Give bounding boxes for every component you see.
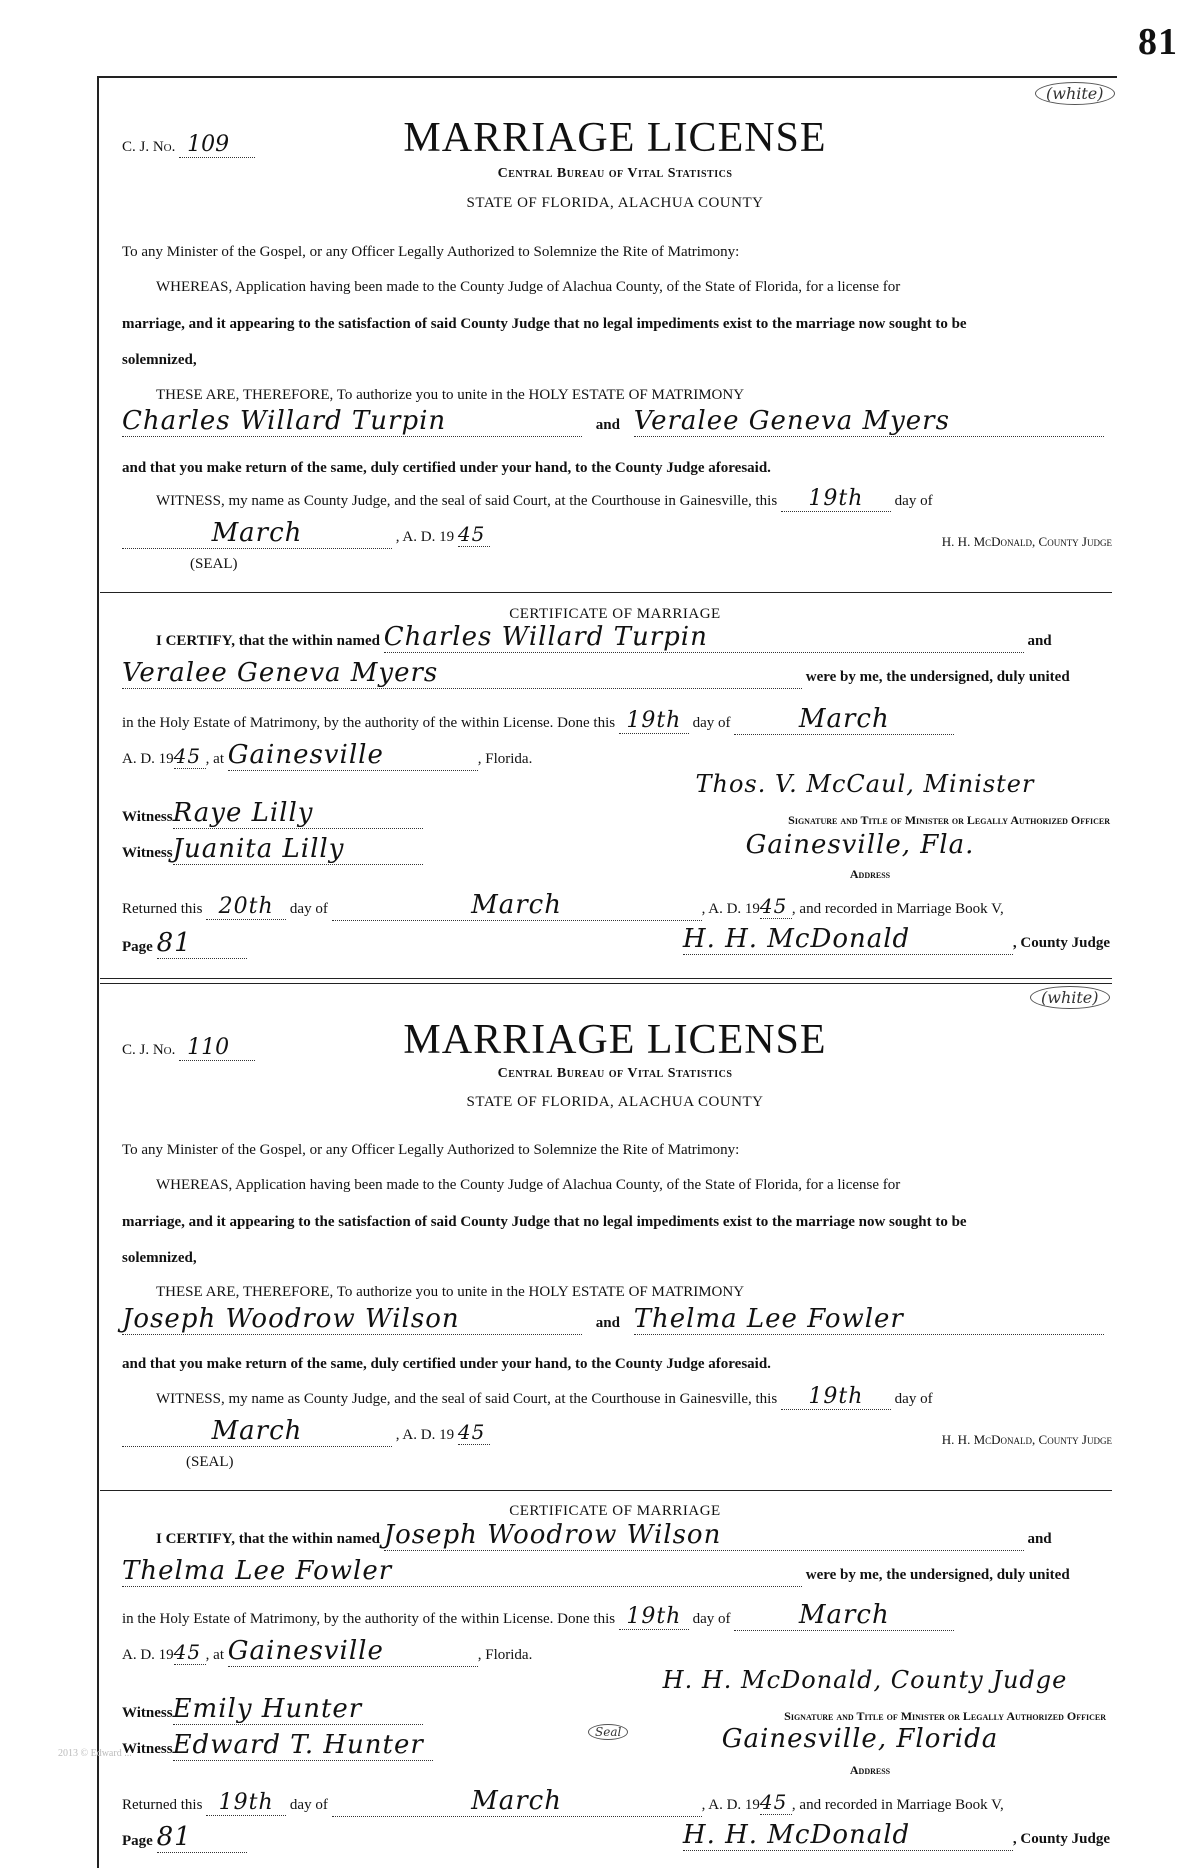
witness-1-name: Emily Hunter [173,1694,423,1725]
page-label: Page [122,1833,153,1849]
certificate-title: CERTIFICATE OF MARRIAGE [509,1503,721,1519]
returned-label: Returned this [122,901,203,917]
returned-year: 45 [760,894,792,919]
done-place-row [122,1636,1112,1667]
bureau-name: Central Bureau of Vital Statistics [497,1066,733,1081]
bureau-name: Central Bureau of Vital Statistics [497,166,733,181]
return-instruction: and that you make return of the same, duly certified under your hand, to the County Judge aforesaid. [122,460,771,476]
cert-groom-name: Charles Willard Turpin [384,622,1024,653]
returned-ad-label: , A. D. 19 [701,901,760,917]
officer-caption: Signature and Title of Minister or Legally Authorized Officer [784,1709,1106,1723]
day-of-label: day of [894,1391,933,1407]
address-value: Gainesville, Fla. [745,830,975,860]
judge-signature: H. H. McDonald [683,924,1013,955]
officer-caption: Signature and Title of Minister or Legally Authorized Officer [788,813,1110,827]
returned-day: 20th [206,894,286,920]
page-number: 81 [1138,21,1178,63]
whereas-line-2: marriage, and it appearing to the satisfaction of said County Judge that no legal impediments exist to the marriage now sought to be [122,316,967,332]
address-row [640,1724,1080,1754]
cert-bride-name: Veralee Geneva Myers [122,658,802,689]
section-divider [100,1490,1112,1491]
done-day: 19th [619,1604,689,1630]
florida-label: , Florida. [477,1647,533,1663]
done-year: 45 [174,744,206,769]
record-divider-top [100,978,1112,979]
returned-label: Returned this [122,1797,203,1813]
judge-title: , County Judge [1012,1831,1110,1847]
witness-1-label: Witness [122,1705,173,1721]
state-county: STATE OF FLORIDA, ALACHUA COUNTY [466,1094,764,1110]
couple-row [122,406,1112,437]
license-day: 19th [781,486,891,512]
certify-text: I CERTIFY, that the within named [156,633,380,649]
license-title: MARRIAGE LICENSE [403,115,827,161]
done-year: 45 [174,1640,206,1665]
certify-row [122,622,1146,653]
seal-stamp: Seal [588,1724,628,1740]
address-caption: Address [849,867,891,881]
certify-text: I CERTIFY, that the within named [156,1531,380,1547]
done-place-row [122,740,1112,771]
certificate-title: CERTIFICATE OF MARRIAGE [509,606,721,622]
florida-label: , Florida. [477,751,533,767]
and-label: and [595,417,620,433]
race-notation: (white) [1035,82,1115,105]
certify-row [122,1520,1146,1551]
witness-clause [122,486,1146,512]
done-day-of-label: day of [692,1611,731,1627]
judge-signature-row [620,924,1110,955]
holy-estate-text: in the Holy Estate of Matrimony, by the authority of the within License. Done this [122,715,616,731]
holy-estate-text: in the Holy Estate of Matrimony, by the authority of the within License. Done this [122,1611,616,1627]
return-instruction: and that you make return of the same, duly certified under your hand, to the County Judge aforesaid. [122,1356,771,1372]
witness-2-label: Witness [122,845,173,861]
address-row [640,830,1080,860]
judge-title: , County Judge [1012,935,1110,951]
cj-number: 109 [179,132,255,158]
bride-name: Thelma Lee Fowler [634,1304,1104,1335]
marriage-place: Gainesville [228,1636,478,1667]
authorization-line: THESE ARE, THEREFORE, To authorize you to unite in the HOLY ESTATE OF MATRIMONY [156,387,745,403]
returned-month: March [332,890,702,921]
cj-label: C. J. No. [122,1042,176,1058]
witness-clause-text: WITNESS, my name as County Judge, and the seal of said Court, at the Courthouse in Gainesville, this [156,493,778,509]
license-day: 19th [781,1384,891,1410]
witness-clause-text: WITNESS, my name as County Judge, and the seal of said Court, at the Courthouse in Gainesville, this [156,1391,778,1407]
ad-short-label: A. D. 19 [122,751,174,767]
seal-label: (SEAL) [186,1454,234,1470]
holy-estate-row [122,1600,1112,1631]
returned-ad-label: , A. D. 19 [701,1797,760,1813]
returned-month: March [332,1786,702,1817]
cert-groom-name: Joseph Woodrow Wilson [384,1520,1024,1551]
officer-signature-row [620,1666,1110,1694]
seal-label: (SEAL) [190,556,238,572]
at-label: , at [205,1647,224,1663]
cert-and-label: and [1027,1531,1052,1547]
record-divider-bottom [100,983,1112,984]
page-label: Page [122,939,153,955]
judge-signature: H. H. McDonald [683,1820,1013,1851]
cert-bride-row [122,1556,1112,1587]
ad-label: , A. D. 19 [395,529,455,545]
license-year: 45 [458,522,490,547]
race-notation: (white) [1030,986,1110,1009]
marriage-place: Gainesville [228,740,478,771]
cert-and-label: and [1027,633,1052,649]
and-label: and [595,1315,620,1331]
authorization-line: THESE ARE, THEREFORE, To authorize you to unite in the HOLY ESTATE OF MATRIMONY [156,1284,745,1300]
license-month: March [122,518,392,549]
salutation: To any Minister of the Gospel, or any Officer Legally Authorized to Solemnize the Rite of Matrimony: [122,244,740,260]
returned-year: 45 [760,1790,792,1815]
done-day: 19th [619,708,689,734]
holy-estate-row [122,704,1112,735]
cert-bride-name: Thelma Lee Fowler [122,1556,802,1587]
groom-name: Joseph Woodrow Wilson [122,1304,582,1335]
cj-label: C. J. No. [122,139,176,155]
section-divider [100,592,1112,593]
ad-label: , A. D. 19 [395,1427,455,1443]
county-judge-label: H. H. McDonald, County Judge [941,1432,1112,1447]
ad-short-label: A. D. 19 [122,1647,174,1663]
page-value: 81 [157,928,247,959]
recorded-text: , and recorded in Marriage Book V, [791,901,1004,917]
officer-signature: H. H. McDonald, County Judge [662,1666,1068,1694]
done-day-of-label: day of [692,715,731,731]
county-judge-label: H. H. McDonald, County Judge [941,534,1112,549]
at-label: , at [205,751,224,767]
day-of-label: day of [894,493,933,509]
whereas-line-2: marriage, and it appearing to the satisfaction of said County Judge that no legal impediments exist to the marriage now sought to be [122,1214,967,1230]
witness-clause [122,1384,1146,1410]
bride-name: Veralee Geneva Myers [634,406,1104,437]
recorded-text: , and recorded in Marriage Book V, [791,1797,1004,1813]
cj-number: 110 [179,1035,255,1061]
whereas-line-1: WHEREAS, Application having been made to the County Judge of Alachua County, of the State of Florida, for a license for [156,279,901,295]
groom-name: Charles Willard Turpin [122,406,582,437]
address-value: Gainesville, Florida [721,1724,999,1754]
witness-2-name: Edward T. Hunter [173,1730,433,1761]
witness-2-name: Juanita Lilly [173,834,423,865]
returned-day-of-label: day of [289,1797,328,1813]
done-month: March [734,704,954,735]
cert-bride-row [122,658,1112,689]
returned-day-of-label: day of [289,901,328,917]
returned-row [122,1786,1112,1817]
whereas-line-3: solemnized, [122,1250,197,1266]
witness-2-label: Witness [122,1741,173,1757]
page-value: 81 [157,1822,247,1853]
address-caption: Address [849,1763,891,1777]
whereas-line-3: solemnized, [122,352,197,368]
couple-row [122,1304,1112,1335]
were-united-text: were by me, the undersigned, duly united [805,669,1070,685]
officer-signature-row [620,770,1110,798]
witness-1-name: Raye Lilly [173,798,423,829]
license-year: 45 [458,1420,490,1445]
copyright-watermark: 2013 © Edward ... [58,1748,132,1759]
license-title: MARRIAGE LICENSE [403,1017,827,1063]
judge-signature-row [620,1820,1110,1851]
were-united-text: were by me, the undersigned, duly united [805,1567,1070,1583]
returned-day: 19th [206,1790,286,1816]
state-county: STATE OF FLORIDA, ALACHUA COUNTY [466,195,764,211]
done-month: March [734,1600,954,1631]
whereas-line-1: WHEREAS, Application having been made to the County Judge of Alachua County, of the State of Florida, for a license for [156,1177,901,1193]
salutation: To any Minister of the Gospel, or any Officer Legally Authorized to Solemnize the Rite of Matrimony: [122,1142,740,1158]
license-month: March [122,1416,392,1447]
returned-row [122,890,1112,921]
witness-1-label: Witness [122,809,173,825]
officer-signature: Thos. V. McCaul, Minister [695,770,1035,798]
